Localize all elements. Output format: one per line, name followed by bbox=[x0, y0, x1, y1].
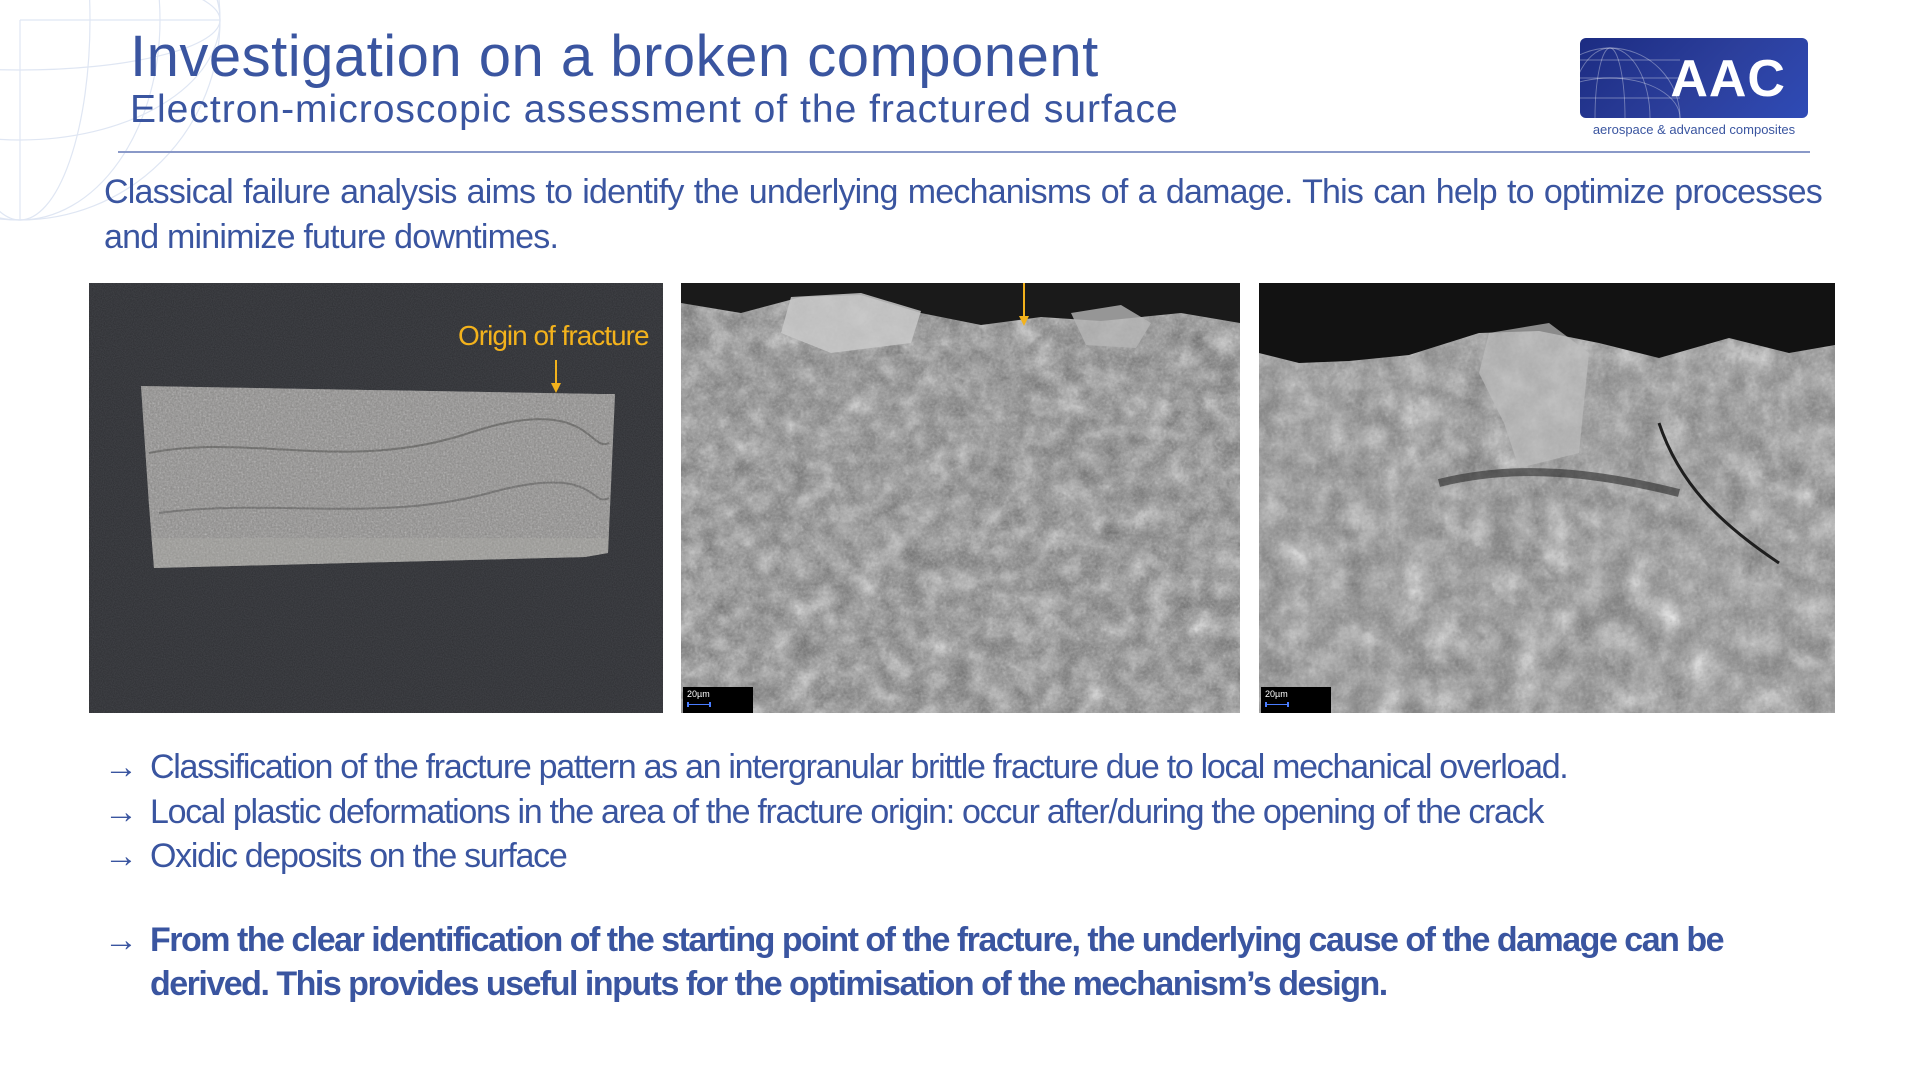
logo-tagline: aerospace & advanced composites bbox=[1592, 122, 1796, 137]
sem-micrograph-detail bbox=[1259, 283, 1835, 713]
logo-wordmark: AAC bbox=[1670, 50, 1786, 108]
arrow-right-icon: → bbox=[104, 837, 138, 875]
list-item bbox=[104, 834, 1824, 879]
scale-bar-line bbox=[1265, 702, 1289, 707]
scale-bar-label: 20µm bbox=[687, 689, 710, 699]
scale-bar-line bbox=[687, 702, 711, 707]
page-title: Investigation on a broken component bbox=[130, 24, 1099, 89]
header-divider bbox=[118, 151, 1810, 153]
finding-text: Oxidic deposits on the surface bbox=[150, 837, 567, 875]
arrow-right-icon: → bbox=[104, 792, 138, 831]
list-item bbox=[104, 745, 1824, 790]
conclusion-text: From the clear identification of the starting point of the fracture, the underlying cause of the damage can be derived. This provides useful inputs for the optimisation of the mechanism’s design. bbox=[150, 921, 1724, 1003]
page-subtitle: Electron-microscopic assessment of the fractured surface bbox=[130, 88, 1179, 131]
intro-paragraph: Classical failure analysis aims to identify the underlying mechanisms of a damage. This can help to optimize processes and minimize future downtimes. bbox=[104, 173, 1822, 256]
fracture-photo bbox=[89, 283, 663, 713]
finding-text: Classification of the fracture pattern as an intergranular brittle fracture due to local mechanical overload. bbox=[150, 748, 1568, 786]
scale-bar-label: 20µm bbox=[1265, 689, 1288, 699]
finding-text: Local plastic deformations in the area of the fracture origin: occur after/during the opening of the crack bbox=[150, 792, 1544, 831]
fracture-origin-label: Origin of fracture bbox=[458, 320, 649, 351]
logo-badge bbox=[1580, 38, 1808, 118]
list-item bbox=[104, 790, 1824, 835]
company-logo bbox=[1580, 38, 1810, 140]
scale-bar bbox=[683, 687, 753, 713]
scale-bar bbox=[1261, 687, 1331, 713]
arrow-right-icon: → bbox=[104, 748, 138, 786]
sem-micrograph-origin bbox=[681, 283, 1240, 713]
conclusion-statement bbox=[104, 918, 1824, 1006]
arrow-right-icon: → bbox=[104, 921, 138, 959]
findings-list bbox=[104, 745, 1824, 879]
